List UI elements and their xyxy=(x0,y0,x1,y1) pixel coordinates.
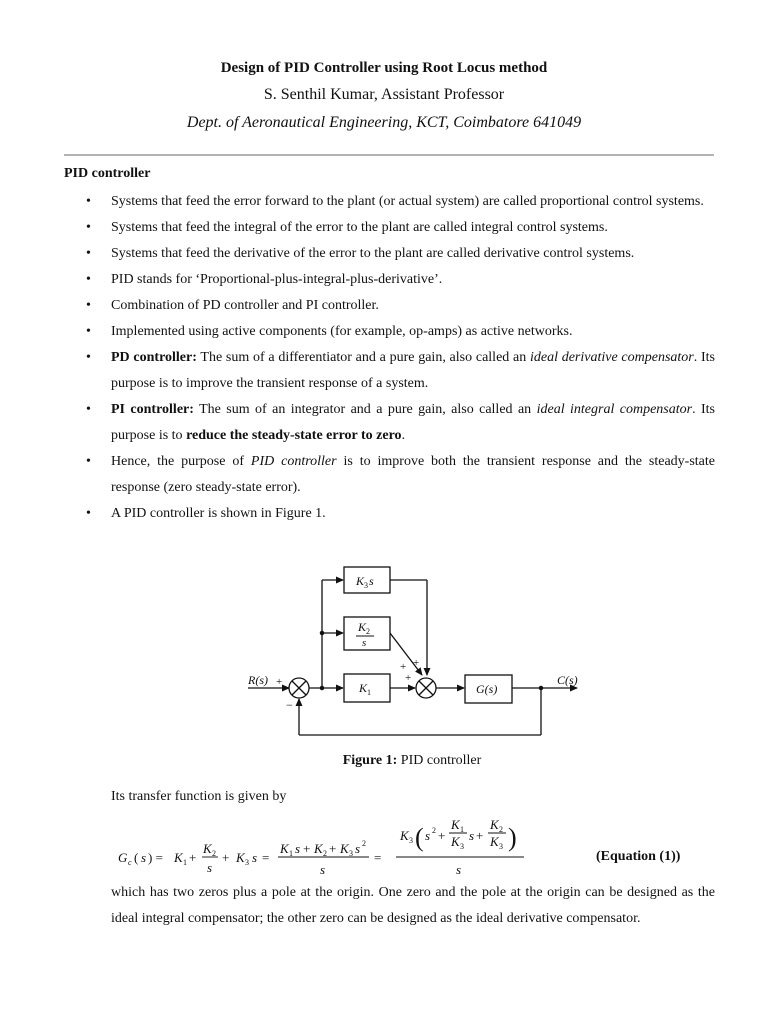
list-item xyxy=(86,319,715,345)
bullet-icon: • xyxy=(86,272,91,287)
bullet-emphasis: PID controller xyxy=(250,454,337,469)
svg-text:+: + xyxy=(222,850,230,865)
svg-text:3: 3 xyxy=(499,842,503,851)
document-title: Design of PID Controller using Root Locus method xyxy=(220,60,548,76)
svg-text:K: K xyxy=(174,850,183,865)
svg-text:(: ( xyxy=(415,823,424,852)
bullet-icon: • xyxy=(86,194,91,209)
svg-text:s: s xyxy=(207,860,213,875)
svg-text:s: s xyxy=(355,841,361,856)
svg-text:s: s xyxy=(141,850,147,865)
figure-caption-text: PID controller xyxy=(397,753,482,768)
svg-text:K: K xyxy=(451,817,460,832)
plus-sign: + xyxy=(405,672,412,684)
transfer-function-intro: Its transfer function is given by xyxy=(111,789,287,804)
equation-label: (Equation (1)) xyxy=(596,849,681,864)
svg-text:K: K xyxy=(236,850,245,865)
svg-text:3: 3 xyxy=(245,858,249,867)
svg-text:) =: ) = xyxy=(148,850,163,865)
integral-denominator: s xyxy=(362,637,367,649)
svg-text:=: = xyxy=(262,850,270,865)
svg-text:s: s xyxy=(425,828,431,843)
plus-sign: + xyxy=(413,657,420,669)
svg-text:s: s xyxy=(295,841,301,856)
bullet-text: Systems that feed the error forward to the plant (or actual system) are called proportional control systems. xyxy=(111,194,704,209)
bullet-text: The sum of an integrator and a pure gain, also called an xyxy=(193,402,537,417)
plus-sign: + xyxy=(276,676,283,688)
svg-text:K: K xyxy=(400,828,409,843)
derivative-gain: K xyxy=(356,574,365,588)
svg-text:K: K xyxy=(314,841,323,856)
svg-text:+: + xyxy=(303,841,311,856)
svg-text:K: K xyxy=(280,841,289,856)
plant-label: G(s) xyxy=(476,682,498,696)
bullet-list xyxy=(0,189,768,527)
svg-text:3: 3 xyxy=(349,849,353,858)
bullet-icon: • xyxy=(86,506,91,521)
bullet-icon: • xyxy=(86,454,91,469)
section-heading: PID controller xyxy=(64,166,151,181)
input-label: R(s) xyxy=(248,673,268,687)
bullet-text: . xyxy=(401,428,406,443)
bullet-text: is to improve both the transient response and the steady-state response (zero steady-state error). xyxy=(111,454,715,495)
svg-text:2: 2 xyxy=(323,849,327,858)
bullet-icon: • xyxy=(86,298,91,313)
bullet-icon: • xyxy=(86,402,91,417)
derivative-gain-subscript: 3 xyxy=(364,581,368,590)
svg-text:2: 2 xyxy=(362,839,366,848)
figure-caption xyxy=(0,753,768,769)
svg-text:3: 3 xyxy=(460,842,464,851)
svg-text:s: s xyxy=(469,828,475,843)
svg-text:): ) xyxy=(508,823,517,852)
svg-text:=: = xyxy=(374,850,382,865)
bullet-strong: reduce the steady-state error to zero xyxy=(186,428,402,443)
integral-gain: K xyxy=(358,620,367,634)
svg-text:1: 1 xyxy=(289,849,293,858)
svg-text:c: c xyxy=(128,858,132,867)
svg-text:K: K xyxy=(203,841,212,856)
svg-text:2: 2 xyxy=(499,825,503,834)
list-item xyxy=(86,241,715,267)
bullet-text: PID stands for ‘Proportional-plus-integral-plus-derivative’. xyxy=(111,272,443,287)
list-item xyxy=(86,189,715,215)
svg-text:2: 2 xyxy=(212,849,216,858)
bullet-text: Combination of PD controller and PI controller. xyxy=(111,298,379,313)
proportional-gain-subscript: 1 xyxy=(367,688,371,697)
svg-text:3: 3 xyxy=(409,836,413,845)
list-item xyxy=(86,345,716,397)
bullet-text: Systems that feed the integral of the error to the plant are called integral control systems. xyxy=(111,220,608,235)
svg-text:+: + xyxy=(329,841,337,856)
svg-text:+: + xyxy=(476,828,484,843)
bullet-text: Systems that feed the derivative of the error to the plant are called derivative control systems. xyxy=(111,246,635,261)
figure-caption-label: Figure 1: xyxy=(342,753,398,768)
svg-text:K: K xyxy=(490,817,499,832)
header-divider xyxy=(64,154,714,156)
svg-text:+: + xyxy=(189,850,197,865)
bullet-icon: • xyxy=(86,324,91,339)
bullet-emphasis: ideal integral compensator xyxy=(536,402,693,417)
svg-text:+: + xyxy=(438,828,446,843)
bullet-lead: PD controller: xyxy=(111,350,197,365)
svg-text:1: 1 xyxy=(460,825,464,834)
bullet-text: The sum of a differentiator and a pure gain, also called an xyxy=(196,350,530,365)
svg-text:s: s xyxy=(320,862,326,877)
bullet-icon: • xyxy=(86,246,91,261)
list-item xyxy=(86,293,715,319)
bullet-emphasis: ideal derivative compensator xyxy=(529,350,694,365)
svg-text:s: s xyxy=(456,862,462,877)
bullet-text: . Its purpose is to improve the transient response of a system. xyxy=(111,350,716,391)
list-item xyxy=(86,267,715,293)
bullet-icon: • xyxy=(86,350,91,365)
bullet-text: A PID controller is shown in Figure 1. xyxy=(111,506,326,521)
department-line: Dept. of Aeronautical Engineering, KCT, Coimbatore 641049 xyxy=(186,114,582,131)
svg-text:K: K xyxy=(340,841,349,856)
bullet-text: . Its purpose is to xyxy=(111,402,715,443)
list-item xyxy=(86,397,715,449)
pid-block-diagram xyxy=(238,560,598,745)
bullet-icon: • xyxy=(86,220,91,235)
svg-text:(: ( xyxy=(134,850,139,865)
integral-gain-subscript: 2 xyxy=(366,627,370,636)
closing-paragraph: which has two zeros plus a pole at the origin. One zero and the pole at the origin can be designed as the ideal integral compensator; the other zero can be designed as the ideal derivative compensator. xyxy=(111,885,715,926)
list-item xyxy=(86,215,715,241)
minus-sign: − xyxy=(286,698,293,712)
svg-text:s: s xyxy=(252,850,258,865)
author-line: S. Senthil Kumar, Assistant Professor xyxy=(263,86,505,103)
svg-text:1: 1 xyxy=(183,858,187,867)
bullet-lead: PI controller: xyxy=(111,402,194,417)
svg-text:G: G xyxy=(118,850,128,865)
bullet-text: Hence, the purpose of xyxy=(111,454,251,469)
list-item xyxy=(86,449,715,501)
transfer-function-equation xyxy=(112,812,542,884)
bullet-text: Implemented using active components (for example, op-amps) as active networks. xyxy=(111,324,573,339)
proportional-gain: K xyxy=(359,681,368,695)
output-label: C(s) xyxy=(557,673,578,687)
plus-sign: + xyxy=(400,661,407,673)
svg-text:2: 2 xyxy=(432,826,436,835)
list-item xyxy=(86,501,715,527)
derivative-variable: s xyxy=(369,574,374,588)
svg-text:K: K xyxy=(490,834,499,849)
svg-text:K: K xyxy=(451,834,460,849)
